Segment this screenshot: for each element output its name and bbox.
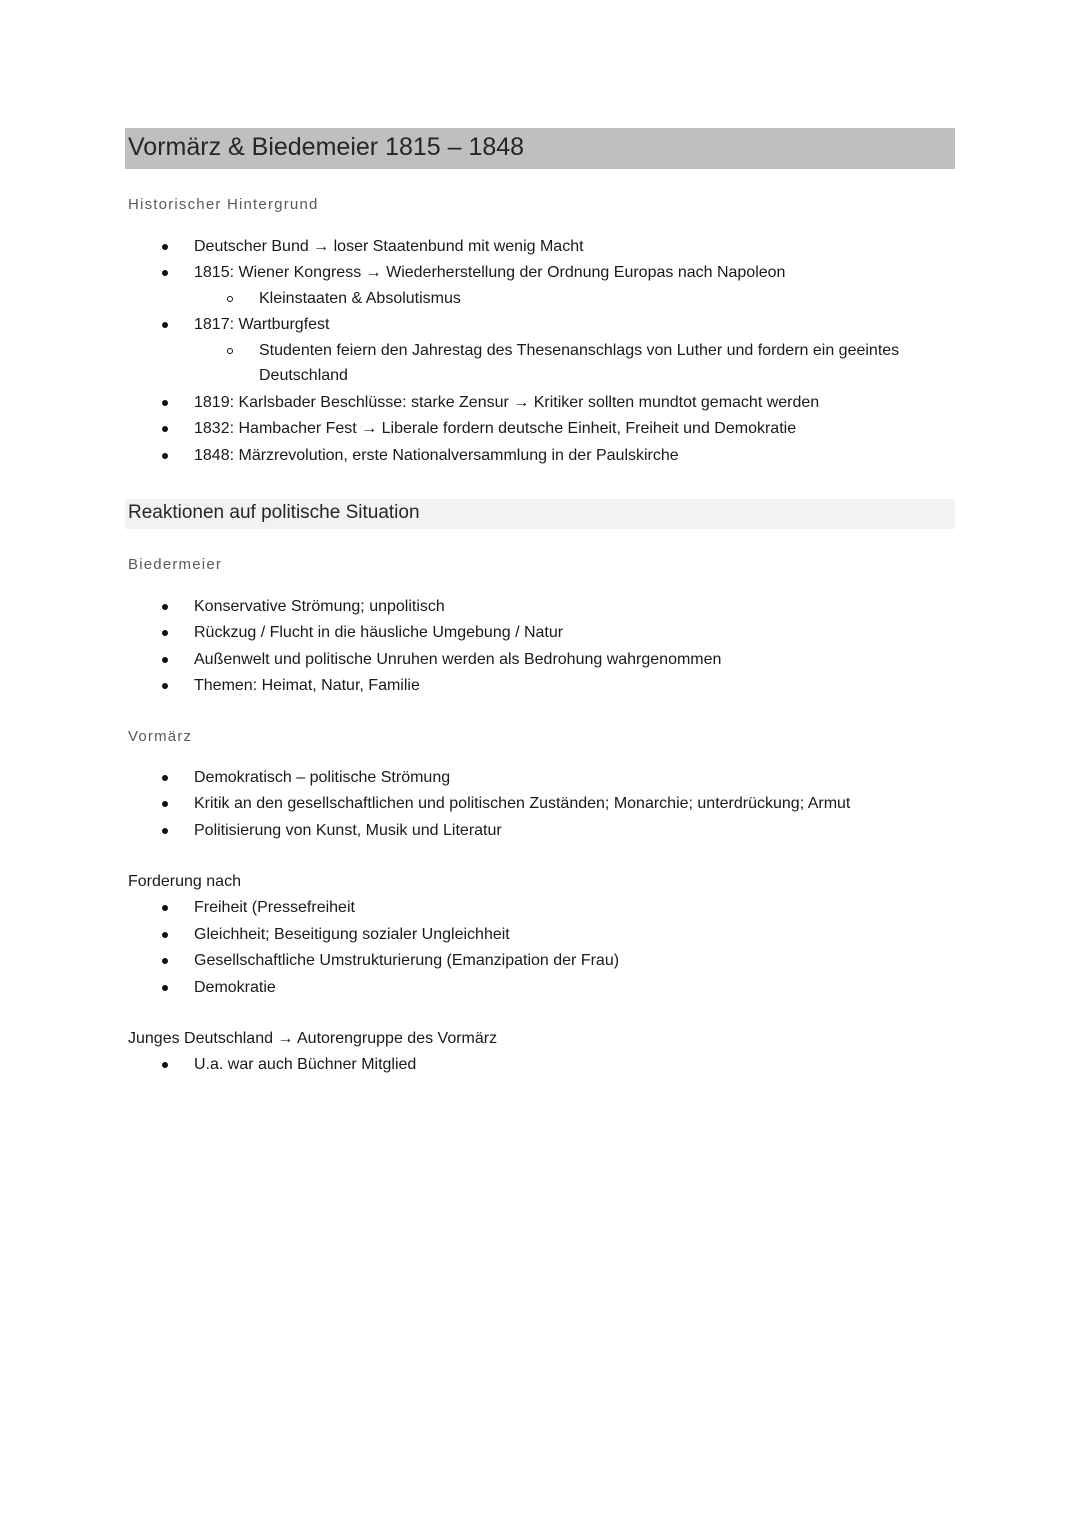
heading-historischer-hintergrund: Historischer Hintergrund [128, 196, 319, 213]
circle-bullet-icon [227, 348, 233, 354]
list-item: Demokratisch – politische Strömung [194, 769, 451, 786]
bullet-icon [162, 828, 168, 834]
label-forderung-nach: Forderung nach [128, 873, 241, 890]
list-item: Politisierung von Kunst, Musik und Literatur [194, 822, 502, 839]
heading-vormaerz: Vormärz [128, 728, 193, 745]
bullet-icon [162, 270, 168, 276]
bullet-icon [162, 604, 168, 610]
heading-biedermeier: Biedermeier [128, 556, 223, 573]
list-item: U.a. war auch Büchner Mitglied [194, 1056, 417, 1073]
list-item: 1832: Hambacher Fest → Liberale fordern deutsche Einheit, Freiheit und Demokratie [194, 420, 797, 437]
bullet-icon [162, 1062, 168, 1068]
bullet-icon [162, 775, 168, 781]
bullet-icon [162, 453, 168, 459]
list-item: Rückzug / Flucht in die häusliche Umgebung / Natur [194, 624, 564, 641]
bullet-icon [162, 905, 168, 911]
sub-list-item: Studenten feiern den Jahrestag des Thesenanschlags von Luther und fordern ein geeintes [259, 342, 900, 359]
list-item: Demokratie [194, 979, 276, 996]
list-item: Gleichheit; Beseitigung sozialer Ungleichheit [194, 926, 510, 943]
list-item: Gesellschaftliche Umstrukturierung (Emanzipation der Frau) [194, 952, 620, 969]
list-item: 1817: Wartburgfest [194, 316, 330, 333]
bullet-icon [162, 985, 168, 991]
page-title: Vormärz & Biedemeier 1815 – 1848 [128, 133, 525, 161]
list-item: Außenwelt und politische Unruhen werden als Bedrohung wahrgenommen [194, 651, 722, 668]
heading-bar-reaktionen [125, 499, 955, 529]
bullet-icon [162, 801, 168, 807]
list-item: Kritik an den gesellschaftlichen und politischen Zuständen; Monarchie; unterdrückung; Armut [194, 795, 851, 812]
sub-list-item-continuation: Deutschland [259, 367, 348, 384]
bullet-icon [162, 400, 168, 406]
list-item: Deutscher Bund → loser Staatenbund mit wenig Macht [194, 238, 584, 255]
list-item: 1848: Märzrevolution, erste Nationalversammlung in der Paulskirche [194, 447, 679, 464]
bullet-icon [162, 958, 168, 964]
list-item: Freiheit (Pressefreiheit [194, 899, 355, 916]
heading-reaktionen: Reaktionen auf politische Situation [128, 502, 420, 523]
sub-list-item: Kleinstaaten & Absolutismus [259, 290, 461, 307]
list-item: 1815: Wiener Kongress → Wiederherstellung der Ordnung Europas nach Napoleon [194, 264, 786, 281]
label-junges-deutschland: Junges Deutschland → Autorengruppe des Vormärz [128, 1030, 498, 1047]
bullet-icon [162, 683, 168, 689]
bullet-icon [162, 932, 168, 938]
bullet-icon [162, 657, 168, 663]
list-item: 1819: Karlsbader Beschlüsse: starke Zensur → Kritiker sollten mundtot gemacht werden [194, 394, 820, 411]
bullet-icon [162, 244, 168, 250]
title-bar [125, 128, 955, 169]
circle-bullet-icon [227, 296, 233, 302]
bullet-icon [162, 322, 168, 328]
list-item: Themen: Heimat, Natur, Familie [194, 677, 420, 694]
bullet-icon [162, 426, 168, 432]
bullet-icon [162, 630, 168, 636]
list-item: Konservative Strömung; unpolitisch [194, 598, 445, 615]
